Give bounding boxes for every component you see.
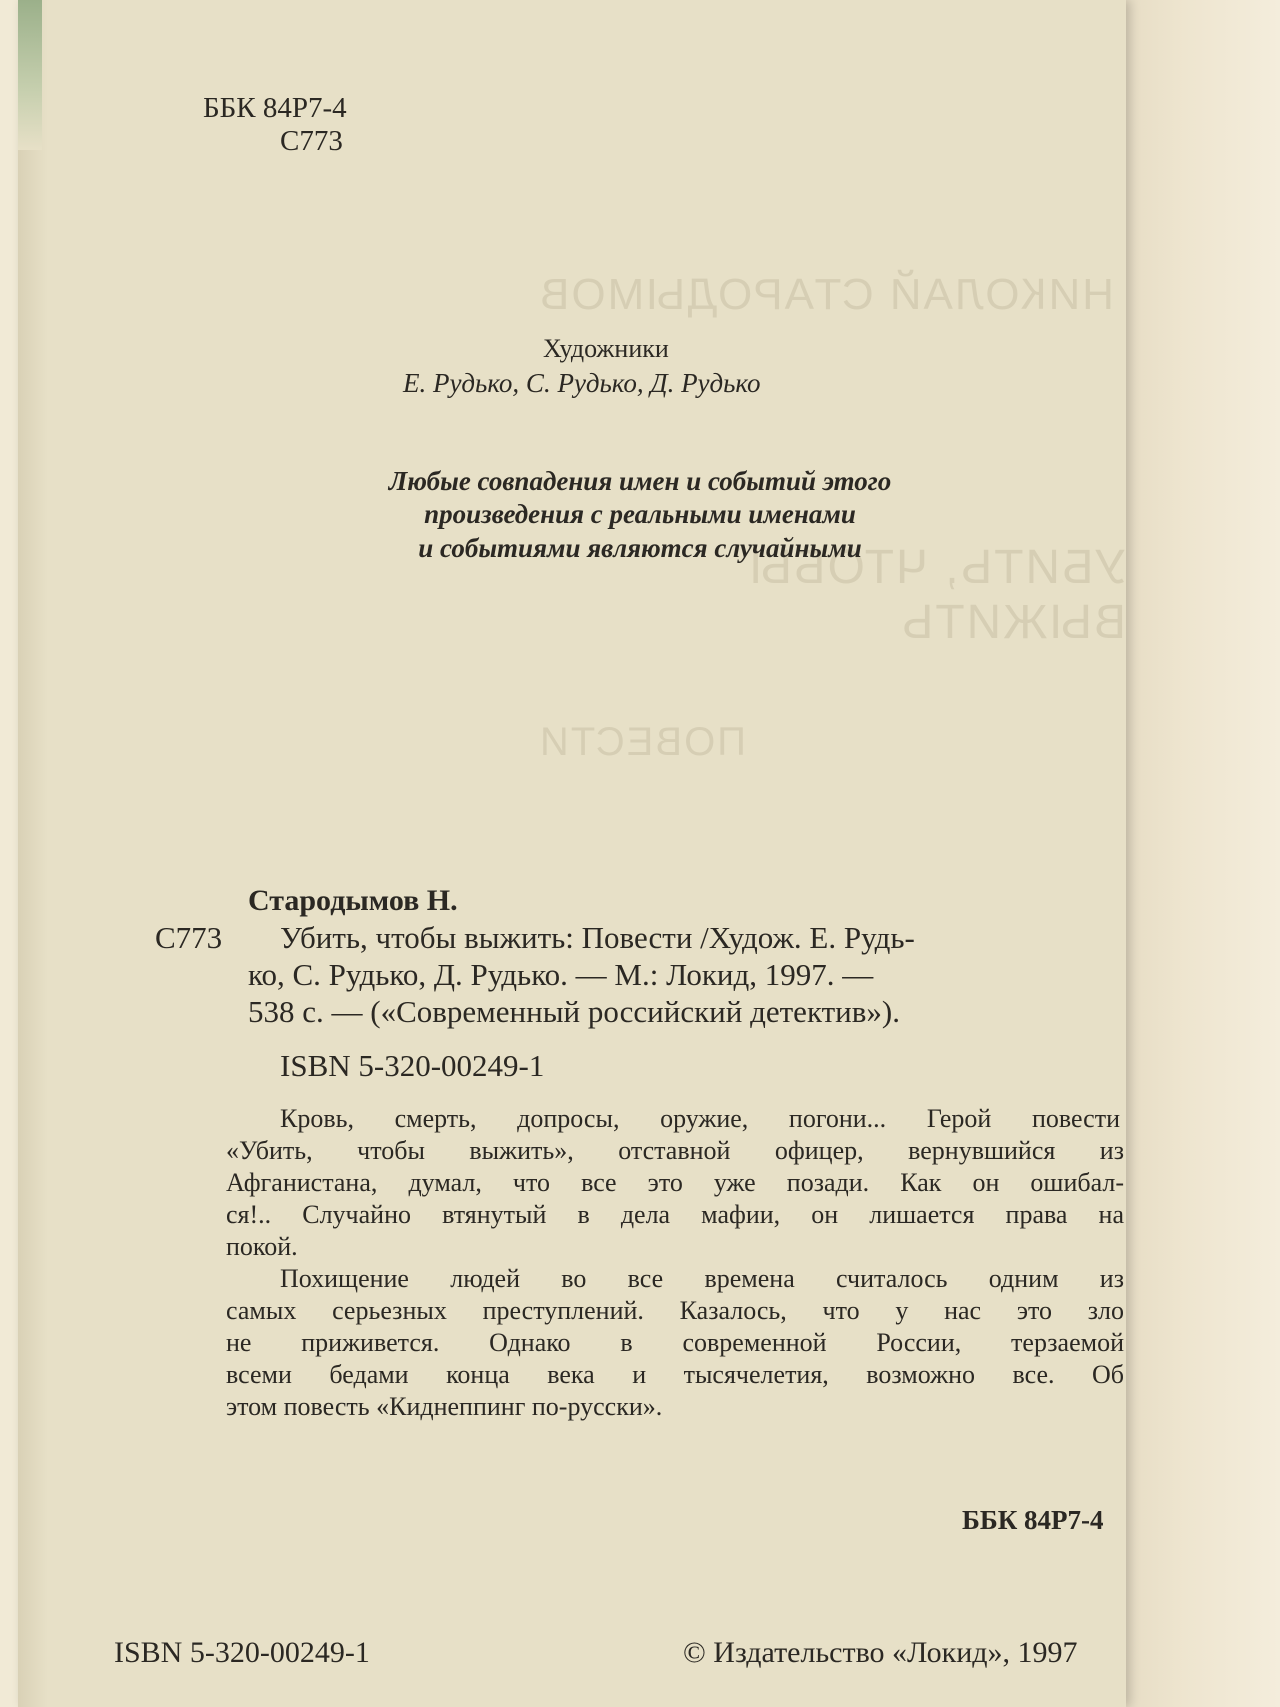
annotation-line: ся!.. Случайно втянутый в дела мафии, он лишается права на (226, 1200, 1124, 1229)
disclaimer-line: произведения с реальными именами (424, 499, 856, 529)
imprint-codes (203, 92, 347, 158)
annotation-line: Афганистана, думал, что все это уже позади. Как он ошибал- (226, 1168, 1124, 1197)
annotation-line: этом повесть «Киднеппинг по-русски». (226, 1392, 663, 1421)
card-author: Стародымов Н. (248, 884, 458, 917)
annotation-line: не приживется. Однако в современной России, терзаемой (226, 1328, 1124, 1357)
footer-copyright: © Издательство «Локид», 1997 (683, 1636, 1078, 1669)
cover-edge-decoration (18, 0, 42, 150)
card-description-line: ко, С. Рудько, Д. Рудько. — М.: Локид, 1997. — (248, 957, 874, 992)
annotation-line: «Убить, чтобы выжить», отставной офицер, вернувшийся из (226, 1136, 1124, 1165)
author-code: С773 (280, 125, 343, 157)
show-through-text: УБИТЬ, ЧТОБЫ ВЫЖИТЬ (747, 541, 1126, 649)
footer-isbn: ISBN 5-320-00249-1 (114, 1636, 370, 1669)
card-description-line: 538 с. — («Современный российский детектив»). (248, 994, 900, 1029)
annotation-line: самых серьезных преступлений. Казалось, что у нас это зло (226, 1296, 1124, 1325)
book-page (18, 0, 1126, 1707)
page-edge-shadow (18, 0, 48, 1707)
show-through-text: НИКОЛАЙ СТАРОДЫМОВ (538, 270, 1115, 319)
card-isbn: ISBN 5-320-00249-1 (280, 1048, 545, 1083)
background-surface (1120, 0, 1280, 1707)
annotation-line: Похищение людей во все времена считалось одним из (280, 1264, 1124, 1293)
bbk-code: ББК 84Р7-4 (203, 92, 347, 124)
card-description-line: Убить, чтобы выжить: Повести /Худож. Е. Рудь- (280, 920, 915, 955)
show-through-text: ПОВЕСТИ (538, 720, 746, 764)
disclaimer-line: и событиями являются случайными (418, 533, 862, 563)
annotation-line: всеми бедами конца века и тысячелетия, возможно все. Об (226, 1360, 1124, 1389)
annotation-line: покой. (226, 1232, 298, 1261)
disclaimer-line: Любые совпадения имен и событий этого (388, 466, 892, 496)
artists-names: Е. Рудько, С. Рудько, Д. Рудько (403, 368, 761, 398)
card-bbk: ББК 84Р7-4 (962, 1505, 1104, 1535)
annotation-line: Кровь, смерть, допросы, оружие, погони... Герой повести (280, 1104, 1120, 1133)
artists-title: Художники (543, 334, 669, 363)
card-code: С773 (155, 920, 223, 955)
